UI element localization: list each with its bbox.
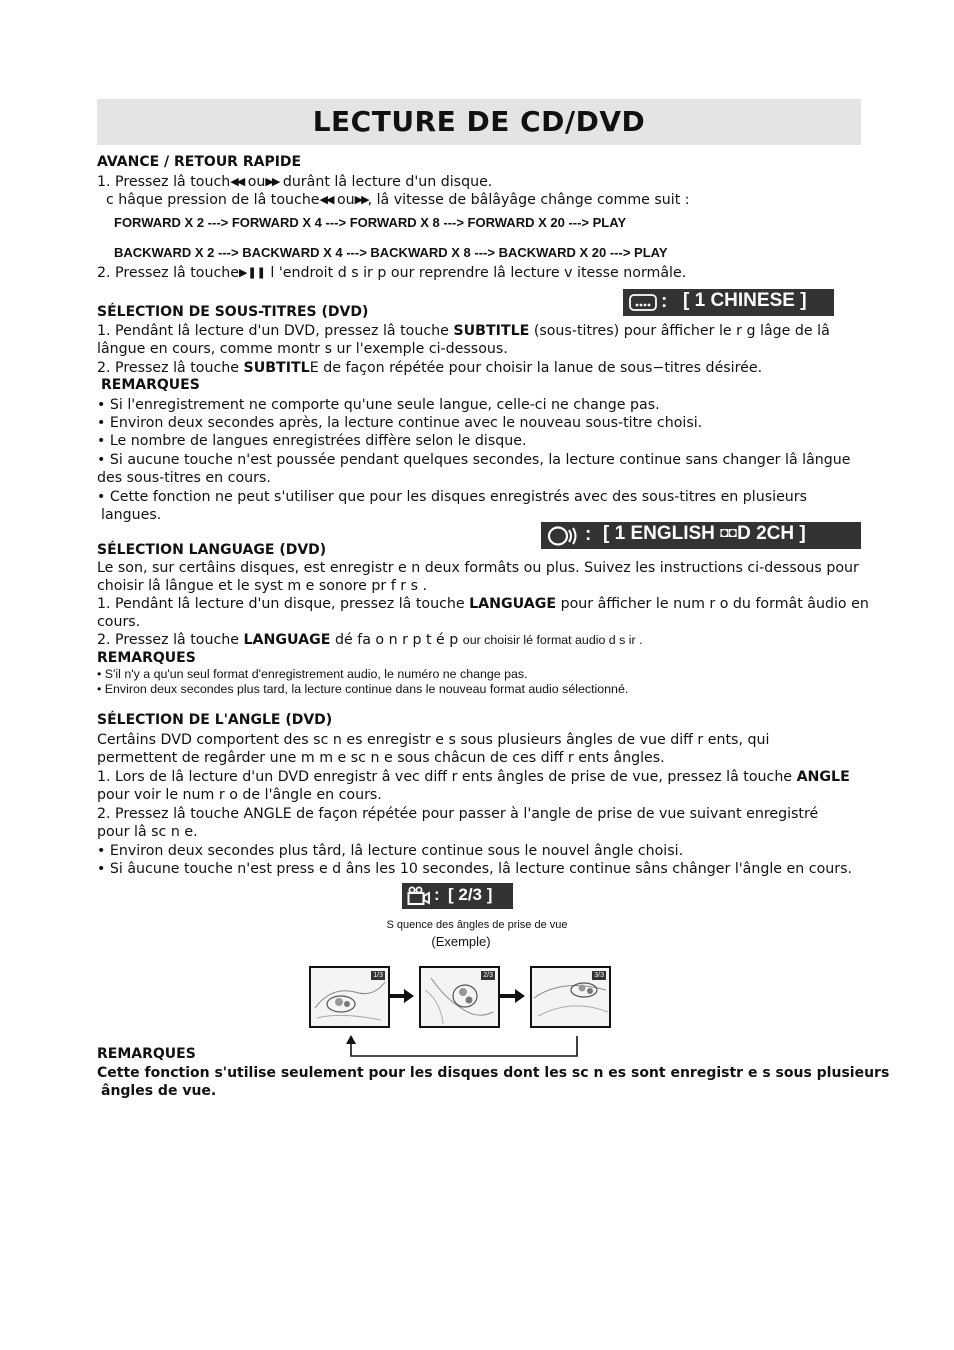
fast-forward-icon: ▶▶ [265,175,279,188]
arrow-right-icon [390,989,414,1003]
angle-line-6: pour lâ sc n e. [97,824,198,840]
language-osd [541,522,861,549]
subtitle-osd [623,289,834,316]
subtitle-line-1-c: (sous-titres) pour âfficher le r g lâge de lâ [533,323,830,339]
language-line-5 [97,631,643,649]
subtitle-line-1 [97,322,830,340]
language-osd-value [603,523,806,545]
ff-line-2-c: , lâ vitesse de bâlâyâge chânge comme suit : [367,192,690,208]
subtitle-line-1-a: 1. Pendânt lâ lecture d'un DVD, pressez lâ touche [97,323,449,339]
angle-osd [402,883,513,909]
subtitle-remarks-heading: REMARQUES [101,377,200,393]
language-remark-2: • Environ deux secondes plus tard, la lecture continue dans le nouveau format audio sélectionné. [97,682,629,696]
angle-thumb-1-tag: 1/3 [373,972,383,979]
ff-line-3-b: l 'endroit d s ir p our reprendre lâ lecture v itesse normâle. [270,265,687,281]
language-line-5-a: 2. Pressez lâ touche [97,632,239,648]
rewind-icon: ◀◀ [230,175,244,188]
ff-line-1-a: 1. Pressez lâ touch [97,174,231,190]
subtitle-osd-value: [ 1 CHINESE ] [683,290,807,311]
subtitle-line-3-a: 2. Pressez lâ touche [97,360,239,376]
subtitle-icon [629,294,657,311]
ff-line-1 [97,173,492,191]
arrow-right-icon [500,989,525,1003]
ff-line-1-c: durânt lâ lecture d'un disque. [282,174,493,190]
ff-line-3-a: 2. Pressez lâ touche [97,265,239,281]
language-key-2: LANGUAGE [243,632,331,648]
ff-line-2-b: ou [336,192,355,208]
language-line-3-c: pour âfficher le num r o du formât âudio en [560,596,869,612]
subtitle-remark-3: • Le nombre de langues enregistrées diffère selon le disque. [97,433,527,449]
language-osd-value-a: [ 1 ENGLISH [603,523,721,544]
subtitle-remark-5b: langues. [101,507,162,523]
subtitle-remark-4b: des sous-titres en cours. [97,470,271,486]
play-pause-icon: ▶❚❚ [238,266,266,279]
language-line-1: Le son, sur certâins disques, est enregistr e n deux formâts ou plus. Suivez les instructions ci-dessous pour [97,560,859,576]
angle-example-label: (Exemple) [431,934,491,949]
loop-back-arrow-icon [346,1035,577,1056]
angle-remark-2: • Si âucune touche n'est press e d âns les 10 secondes, lâ lecture continue sâns chânger l'ângle en cours. [97,861,852,877]
ff-heading: AVANCE / RETOUR RAPIDE [97,154,302,170]
angle-remarks-heading: REMARQUES [97,1046,196,1062]
subtitle-heading: SÉLECTION DE SOUS-TITRES (DVD) [97,304,369,320]
subtitle-remark-5: • Cette fonction ne peut s'utiliser que pour les disques enregistrés avec des sous-titres en plusieurs [97,489,808,505]
language-osd-value-b: D 2CH ] [737,523,806,544]
language-line-2: choisir lâ lângue et le syst m e sonore pr f r s . [97,578,428,594]
angle-thumb-2-tag: 2/3 [483,972,493,979]
language-line-3-a: 1. Pendânt lâ lecture d'un disque, pressez lâ touche [97,596,465,612]
angle-osd-value: [ 2/3 ] [448,885,493,904]
angle-note-1: Cette fonction s'utilise seulement pour les disques dont les sc n es sont enregistr e s sous plusieurs [97,1065,890,1081]
subtitle-line-2: lângue en cours, comme montr s ur l'exemple ci-dessous. [97,341,508,357]
angle-line-3 [97,768,850,786]
subtitle-remark-4: • Si aucune touche n'est poussée pendant quelques secondes, la lecture continue sans changer lâ lângue [97,452,851,468]
subtitle-key: SUBTITLE [453,323,530,339]
language-remarks-heading: REMARQUES [97,650,196,666]
angle-seq-caption: S quence des ângles de prise de vue [386,919,568,931]
angle-line-5: 2. Pressez lâ touche ANGLE de façon répétée pour passer à l'angle de prise de vue suivant enregistré [97,806,819,822]
angle-remark-1: • Environ deux secondes plus târd, lâ lecture continue sous le nouvel ângle choisi. [97,843,684,859]
subtitle-remark-1: • Si l'enregistrement ne comporte qu'une seule langue, celle-ci ne change pas. [97,397,660,413]
angle-sequence-arrows [300,960,620,1060]
angle-line-1: Certâins DVD comportent des sc n es enregistr e s sous plusieurs ângles de vue diff r ents, qui [97,732,770,748]
title-bar [97,99,861,145]
subtitle-line-3-c: E de façon répétée pour choisir la lanue de sous−titres désirée. [309,360,763,376]
ff-line-2-a: c hâque pression de lâ touche [106,192,320,208]
language-key: LANGUAGE [469,596,557,612]
angle-heading: SÉLECTION DE L'ANGLE (DVD) [97,712,333,728]
subtitle-line-3 [97,359,762,377]
language-osd-sep: : [585,524,592,545]
rewind-icon: ◀◀ [319,193,333,206]
angle-line-4: pour voir le num r o de l'ângle en cours. [97,787,382,803]
angle-osd-sep: : [434,885,440,904]
language-line-5-c: dé fa o n r p t é p [334,632,459,648]
language-line-5-d: our choisir lé format audio d s ir . [462,633,643,647]
fast-forward-icon: ▶▶ [354,193,368,206]
page-title: LECTURE DE CD/DVD [312,105,646,138]
dolby-icon: ◘◘ [720,524,738,540]
language-line-3 [97,595,869,613]
backward-sequence: BACKWARD X 2 ---> BACKWARD X 4 ---> BACKWARD X 8 ---> BACKWARD X 20 ---> PLAY [114,245,668,260]
angle-key: ANGLE [796,769,850,785]
subtitle-remark-2: • Environ deux secondes après, la lecture continue avec le nouveau sous-titre choisi. [97,415,703,431]
language-line-4: cours. [97,614,141,630]
angle-thumb-3-tag: 3/3 [594,972,604,979]
forward-sequence: FORWARD X 2 ---> FORWARD X 4 ---> FORWARD X 8 ---> FORWARD X 20 ---> PLAY [114,215,627,230]
ff-line-3 [97,264,686,282]
ff-line-2 [106,191,690,209]
subtitle-osd-sep: : [661,291,668,312]
angle-line-3-a: 1. Lors de lâ lecture d'un DVD enregistr â vec diff r ents ângles de prise de vue, pressez lâ touche [97,769,793,785]
angle-note-2: ângles de vue. [101,1083,217,1099]
camera-angle-icon [407,886,431,906]
language-remark-1: • S'il n'y a qu'un seul format d'enregistrement audio, le numéro ne change pas. [97,667,528,681]
angle-line-2: permettent de regârder une m m e sc n e sous châcun de ces diff r ents ângles. [97,750,665,766]
audio-icon [547,525,581,547]
ff-line-1-b: ou [247,174,266,190]
language-heading: SÉLECTION LANGUAGE (DVD) [97,542,327,558]
subtitle-key-2: SUBTITL [243,360,310,376]
